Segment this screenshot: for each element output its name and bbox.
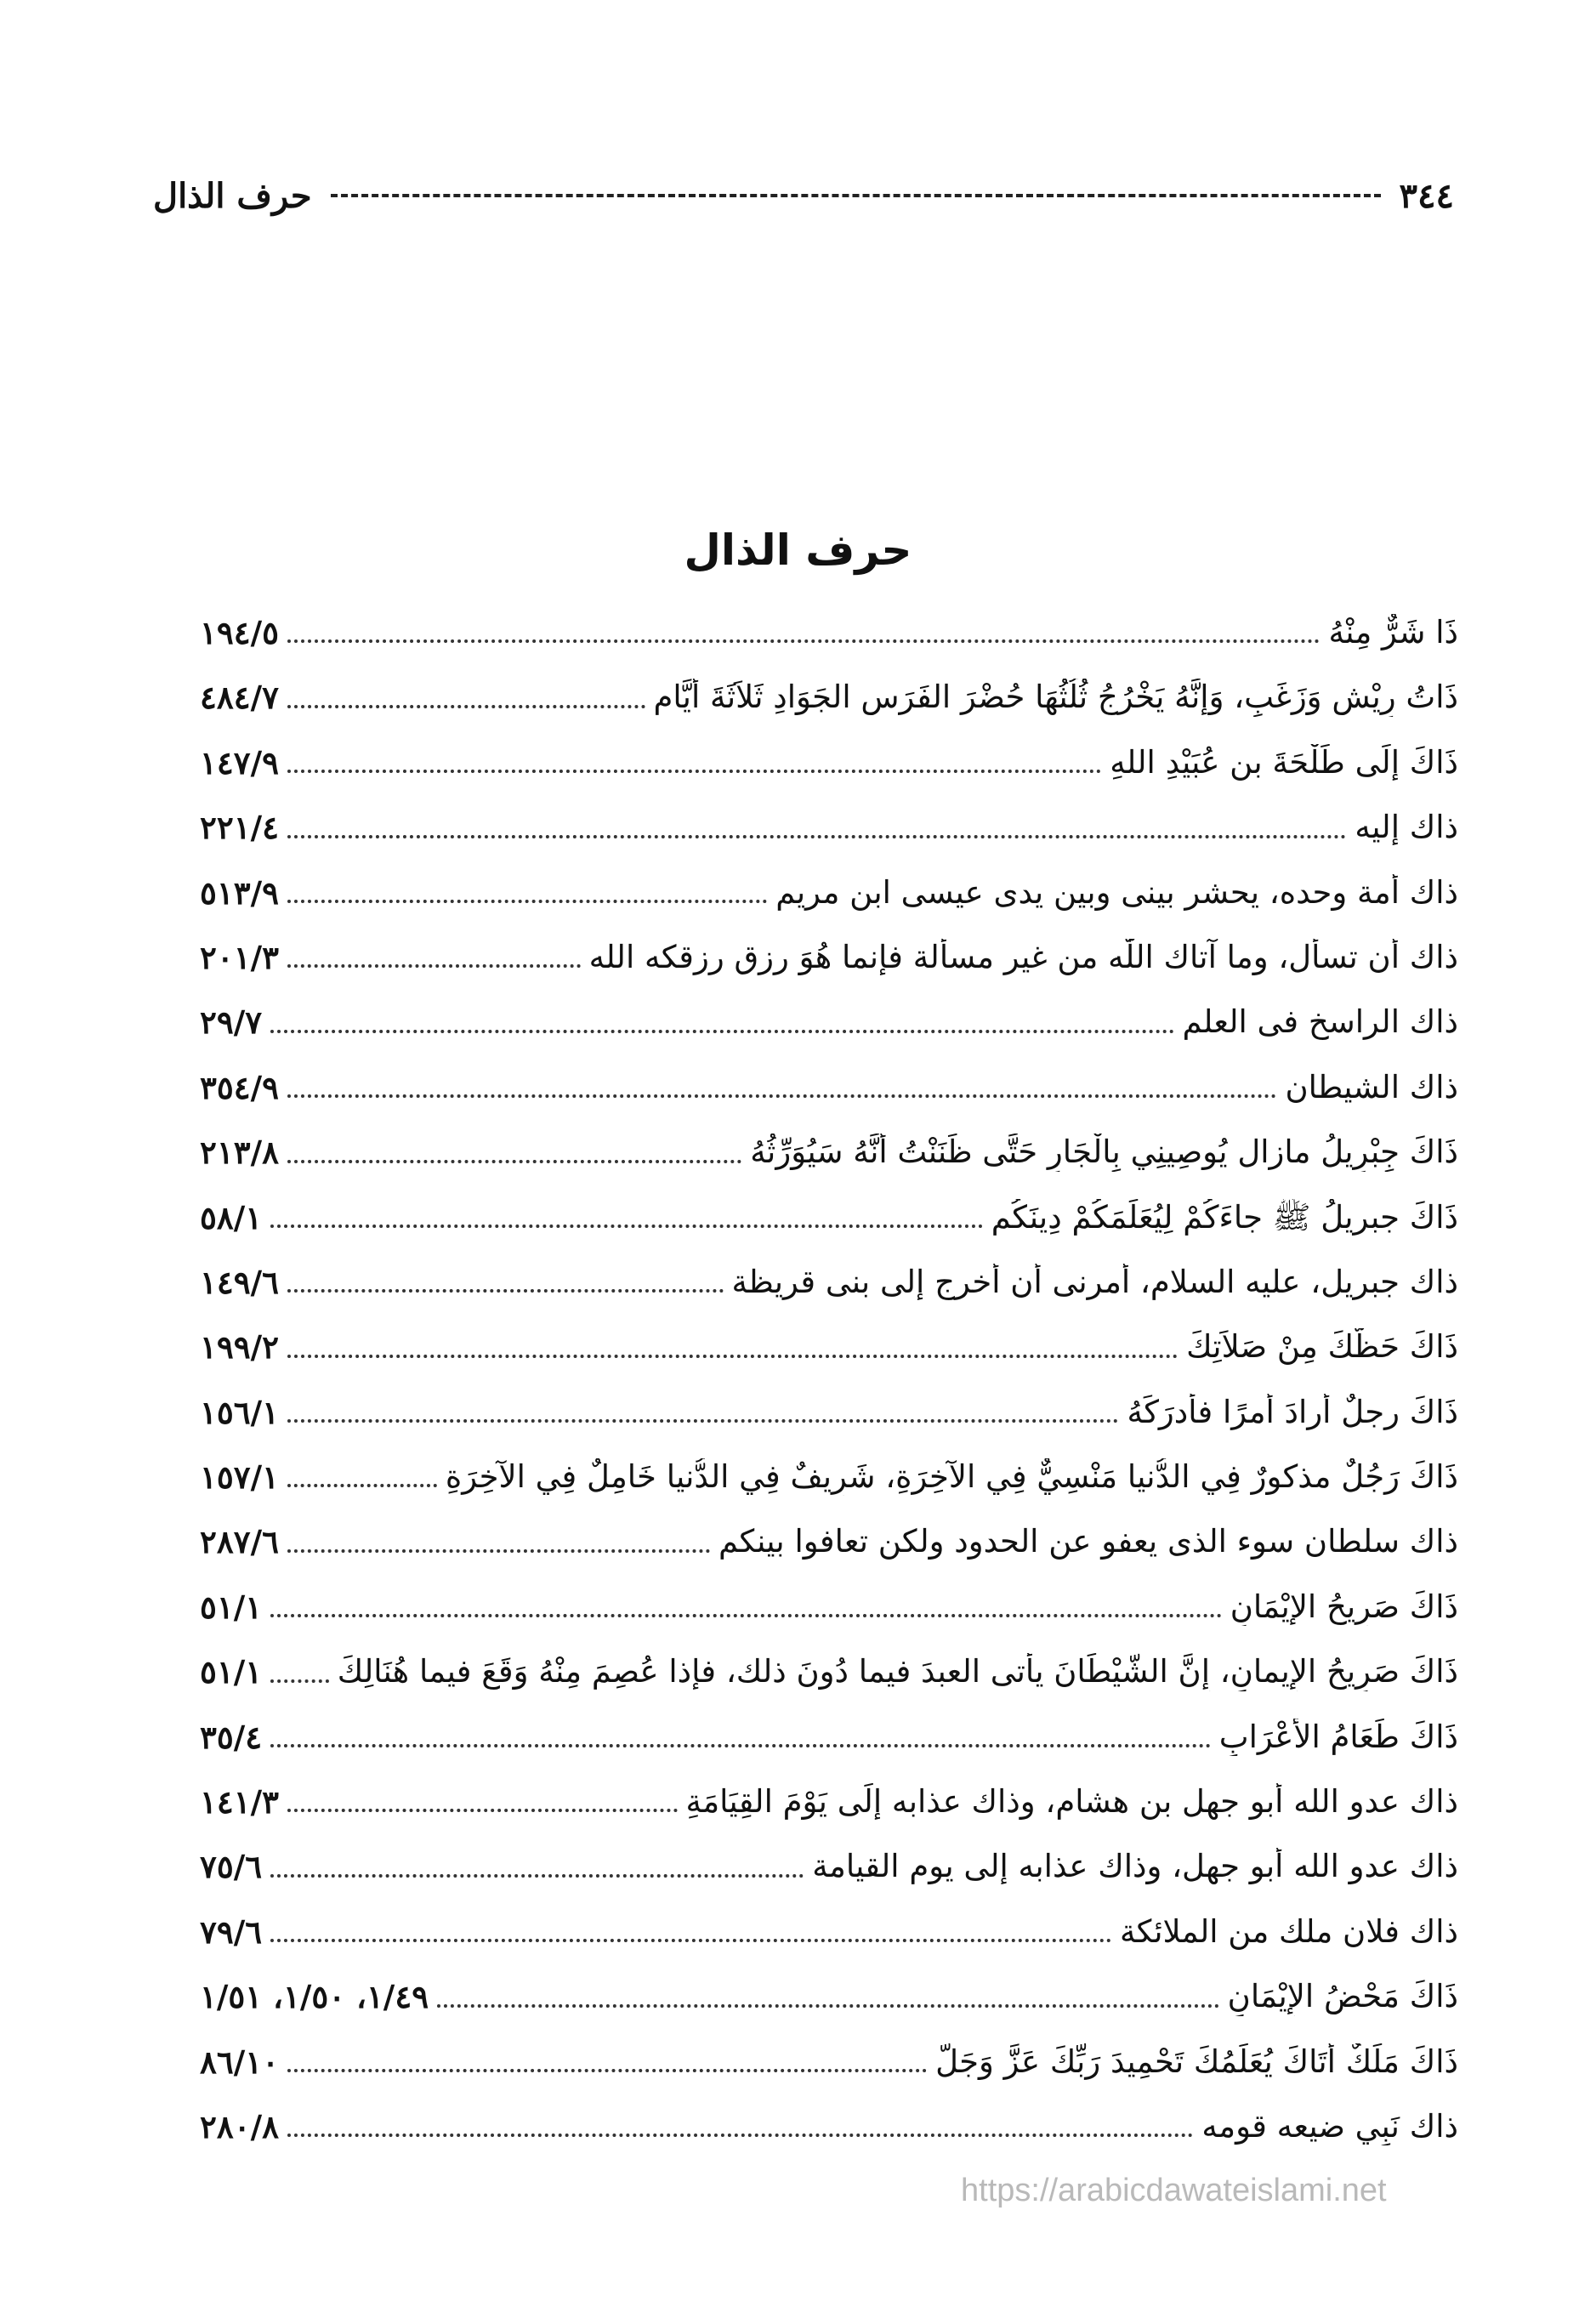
index-entry [200, 847, 1458, 912]
entry-text: ذَاكَ طَعَامُ الأَعْرَابِ [1218, 1718, 1458, 1755]
entry-text: ذَاكَ صَرِيحُ الإِيمانِ، إِنَّ الشَّيْطَانَ يأتى العبدَ فيما دُونَ ذلك، فإذا عُصِمَ مِنْهُ وَقَعَ فيما هُنَالِكَ [337, 1653, 1458, 1690]
entry-text: ذَا شَرٌّ مِنْهُ [1328, 614, 1458, 651]
entry-reference: ١٤٧/٩ [200, 743, 280, 781]
dot-leader [270, 1744, 1211, 1747]
dot-leader [270, 1614, 1222, 1617]
index-entry [200, 717, 1458, 781]
entry-reference: ٧٩/٦ [200, 1912, 263, 1951]
entry-text: ذاك نَبِي ضيعه قومه [1201, 2107, 1458, 2145]
index-entry [200, 1951, 1458, 2015]
entry-reference: ١٤١/٣ [200, 1783, 280, 1821]
dot-leader [287, 639, 1320, 643]
entry-reference: ٢١٣/٨ [200, 1134, 280, 1172]
entry-text: ذاك عدو الله أبو جهل، وذاك عذابه إلى يوم القيامة [812, 1848, 1458, 1885]
header-section-name: حرف الذال [153, 175, 312, 216]
entry-reference: ٣٥/٤ [200, 1718, 263, 1756]
index-entry [200, 1042, 1458, 1106]
index-entry [200, 912, 1458, 976]
entry-text: ذَاكَ إِلَى طَلْحَةَ بن عُبَيْدِ اللهِ [1110, 743, 1458, 781]
entry-reference: ٥١/١ [200, 1588, 263, 1626]
entry-reference: ٣٥٤/٩ [200, 1068, 280, 1106]
index-entry [200, 1431, 1458, 1496]
section-title: حرف الذال [684, 526, 912, 575]
index-entry [200, 1821, 1458, 1885]
entry-reference: ٤٨٤/٧ [200, 679, 280, 717]
entry-reference: ٥١/١ [200, 1653, 263, 1691]
entry-reference: ٥٨/١ [200, 1198, 263, 1236]
dot-leader [270, 1939, 1111, 1942]
entry-reference: ١٤٩/٦ [200, 1263, 280, 1301]
dot-leader [270, 1030, 1173, 1033]
entry-text: ذَاكَ جِبْرِيلُ مازال يُوصِينِي بِالْجَارِ حَتَّى ظَنَنْتُ أَنَّهُ سَيُوَرِّثُهُ [750, 1134, 1458, 1171]
dot-leader [287, 1419, 1118, 1423]
index-entry [200, 1496, 1458, 1560]
entry-text: ذاك سلطان سوء الذى يعفو عن الحدود ولكن تعافوا بينكم [718, 1523, 1458, 1560]
entry-reference: ١٩٩/٢ [200, 1328, 280, 1367]
entry-text: ذَاكَ جبريلُ ﷺ جاءَكُمْ لِيُعَلِّمَكُمْ دِينَكُم [991, 1198, 1458, 1236]
entry-text: ذاك الشيطان [1285, 1068, 1458, 1105]
dot-leader [287, 2069, 927, 2072]
index-entry [200, 1561, 1458, 1626]
hadith-index-list [200, 587, 1458, 2145]
dot-leader [270, 1679, 329, 1683]
index-entry [200, 1886, 1458, 1951]
entry-reference: ٢٨٧/٦ [200, 1523, 280, 1561]
dot-leader [287, 1355, 1178, 1358]
dot-leader [437, 2004, 1219, 2008]
entry-reference: ٢٩/٧ [200, 1003, 263, 1042]
entry-reference: ١٥٦/١ [200, 1393, 280, 1431]
entry-text: ذاك جبريل، عليه السلام، أمرنى أن أخرج إلى بنى قريظة [731, 1263, 1458, 1300]
index-entry [200, 587, 1458, 651]
dot-leader [287, 1289, 724, 1293]
watermark-url: https://arabicdawateislami.net [961, 2173, 1387, 2208]
dot-leader [270, 1874, 804, 1878]
running-header [153, 166, 1454, 225]
index-entry [200, 1756, 1458, 1821]
dot-leader [287, 1160, 741, 1163]
page-number: ٣٤٤ [1399, 175, 1454, 216]
index-entry [200, 1172, 1458, 1236]
dot-leader [287, 705, 645, 708]
entry-text: ذَاكَ مَحْضُ الإِيْمَانِ [1227, 1978, 1458, 2015]
dot-leader [287, 835, 1346, 838]
index-entry [200, 1301, 1458, 1366]
header-dash-line [331, 194, 1381, 197]
entry-reference: ١٥٧/١ [200, 1458, 280, 1497]
dot-leader [287, 1094, 1276, 1098]
entry-text: ذَاكَ حَظُّكَ مِنْ صَلاَتِكَ [1186, 1328, 1458, 1366]
entry-text: ذاك عدو الله أبو جهل بن هشام، وذاك عذابه إِلَى يَوْمَ القِيَامَةِ [685, 1783, 1458, 1821]
index-entry [200, 781, 1458, 846]
entry-reference: ٢٠١/٣ [200, 938, 280, 976]
dot-leader [287, 2134, 1193, 2137]
entry-reference: ٢٨٠/٨ [200, 2107, 280, 2145]
dot-leader [287, 900, 767, 903]
entry-reference: ٢٢١/٤ [200, 809, 280, 847]
index-entry [200, 1367, 1458, 1431]
dot-leader [270, 1225, 983, 1228]
dot-leader [287, 1809, 677, 1812]
index-entry [200, 2081, 1458, 2145]
dot-leader [287, 1484, 437, 1487]
index-entry [200, 1691, 1458, 1756]
entry-text: ذَاكَ مَلَكٌ أَتَاكَ يُعَلِّمُكَ تَحْمِيدَ رَبِّكَ عَزَّ وَجَلَّ [935, 2043, 1458, 2080]
entry-text: ذاك أمة وحده، يحشر بينى وبين يدى عيسى ابن مريم [775, 873, 1458, 911]
index-entry [200, 976, 1458, 1041]
entry-text: ذَاتُ رِيْشٍ وَزَغَبٍ، وَإِنَّهُ يَخْرُجُ ثُلُثُهَا حُضْرَ الفَرَسِ الجَوَادِ ثَلاَثَةَ أَيَّامٍ [653, 679, 1458, 716]
dot-leader [287, 1549, 710, 1553]
entry-text: ذاك فلان ملك من الملائكة [1119, 1912, 1458, 1950]
entry-text: ذَاكَ صَرِيحُ الإِيْمَانِ [1230, 1588, 1458, 1625]
entry-reference: ١٩٤/٥ [200, 614, 280, 651]
index-entry [200, 2016, 1458, 2081]
entry-reference: ٧٥/٦ [200, 1848, 263, 1886]
entry-reference: ٥١٣/٩ [200, 873, 280, 912]
entry-text: ذاك الراسخ فى العلم [1182, 1003, 1458, 1041]
index-entry [200, 651, 1458, 716]
dot-leader [287, 770, 1101, 773]
index-entry [200, 1106, 1458, 1171]
index-entry [200, 1236, 1458, 1301]
entry-text: ذَاكَ رجلٌ أرادَ أمرًا فأدرَكَهُ [1127, 1393, 1458, 1430]
entry-reference: ٨٦/١٠ [200, 2043, 280, 2081]
index-entry [200, 1626, 1458, 1690]
dot-leader [287, 964, 581, 968]
entry-reference: ١/٤٩، ١/٥٠، ١/٥١ [200, 1978, 429, 2016]
entry-text: ذاك أن تسأل، وما آتاك اللّٰه من غير مسألة فإنما هُوَ رزق رزقكه الله [588, 938, 1458, 975]
entry-text: ذَاكَ رَجُلٌ مذكورٌ فِي الدُّنيا مَنْسِيٌّ فِي الآخِرَةِ، شَرِيفٌ فِي الدُّنيا خَامِلٌ فِي الآخِرَةِ [445, 1458, 1458, 1496]
entry-text: ذاك إليه [1355, 809, 1458, 846]
